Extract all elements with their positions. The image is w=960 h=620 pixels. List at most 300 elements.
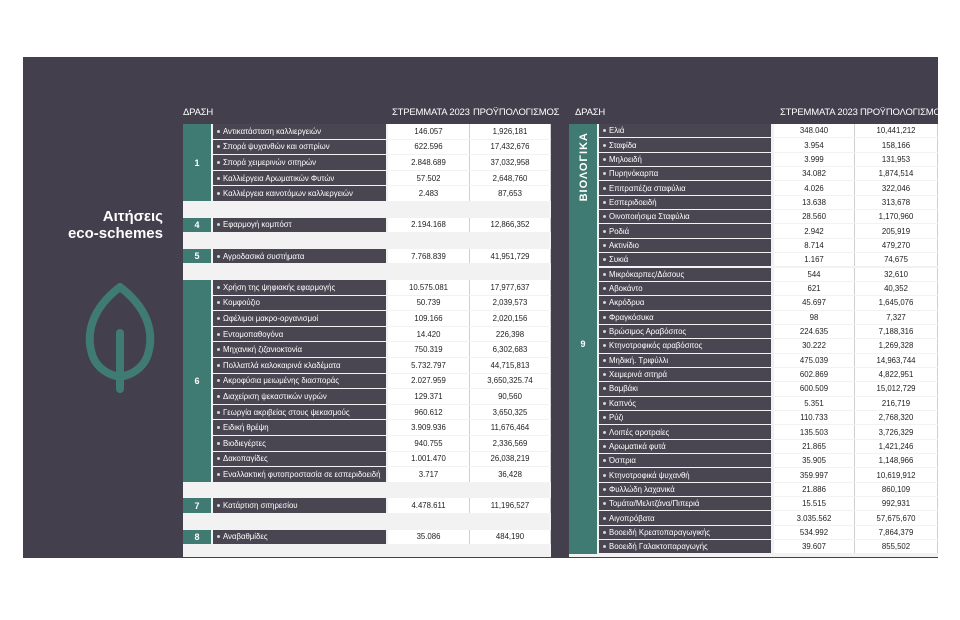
row-label xyxy=(213,467,386,482)
bullet-icon xyxy=(603,474,606,477)
acres-value: 35.086 xyxy=(388,530,470,545)
acres-value: 960.612 xyxy=(388,405,470,420)
acres-value: 348.040 xyxy=(774,124,855,137)
table-row xyxy=(183,155,551,171)
row-label-text: Ροδιά xyxy=(609,226,630,236)
bullet-icon xyxy=(217,504,220,507)
table-row xyxy=(569,253,938,267)
row-label-text: Επιτραπέζια σταφύλια xyxy=(609,183,686,193)
table-row xyxy=(569,468,938,482)
budget-value: 1,148,966 xyxy=(855,454,938,467)
budget-value: 992,931 xyxy=(855,497,938,510)
bullet-icon xyxy=(217,411,220,414)
table-row xyxy=(569,268,938,282)
budget-value: 3,650,325 xyxy=(470,405,551,420)
bullet-icon xyxy=(217,442,220,445)
bullet-icon xyxy=(603,301,606,304)
row-label-text: Ειδική θρέψη xyxy=(223,423,269,433)
row-label-text: Τομάτα/Μελιτζάνα/Πιπεριά xyxy=(609,499,700,509)
acres-value: 602.869 xyxy=(774,368,855,381)
bullet-icon xyxy=(217,348,220,351)
row-label xyxy=(213,498,386,513)
budget-value: 2,336,569 xyxy=(470,436,551,451)
acres-value: 2.848.689 xyxy=(388,155,470,170)
budget-value: 10,441,212 xyxy=(855,124,938,137)
row-label-text: Φραγκόσυκα xyxy=(609,312,654,322)
row-label xyxy=(599,483,771,496)
table-row xyxy=(183,374,551,390)
row-label xyxy=(213,155,386,170)
row-label xyxy=(599,440,771,453)
budget-value: 2,039,573 xyxy=(470,296,551,311)
table-row xyxy=(183,124,551,140)
row-label-text: Οινοποιήσιμα Σταφύλια xyxy=(609,212,690,222)
acres-value: 359.997 xyxy=(774,468,855,481)
acres-value: 34.082 xyxy=(774,167,855,180)
bullet-icon xyxy=(603,129,606,132)
acres-value: 109.166 xyxy=(388,311,470,326)
row-label-text: Ρύζι xyxy=(609,413,624,423)
table-row xyxy=(569,497,938,511)
acres-value: 3.954 xyxy=(774,138,855,151)
row-label-text: Καπνός xyxy=(609,398,636,408)
table-row xyxy=(183,405,551,421)
table-row xyxy=(569,382,938,396)
acres-value: 4.026 xyxy=(774,181,855,194)
bullet-icon xyxy=(603,230,606,233)
row-label xyxy=(599,311,771,324)
table-row xyxy=(183,171,551,187)
acres-value: 35.905 xyxy=(774,454,855,467)
row-label xyxy=(213,249,386,264)
row-label-text: Ελιά xyxy=(609,126,625,136)
row-label-text: Βοοειδή Γαλακτοπαραγωγής xyxy=(609,542,708,552)
leaf-icon xyxy=(83,283,158,393)
table-row xyxy=(183,530,551,546)
budget-value: 1,170,960 xyxy=(855,210,938,223)
row-label-text: Κομφούζιο xyxy=(223,298,260,308)
row-label-text: Αρωματικά φυτά xyxy=(609,441,666,451)
row-label xyxy=(599,181,771,194)
row-label xyxy=(599,296,771,309)
bullet-icon xyxy=(217,535,220,538)
row-label xyxy=(599,497,771,510)
budget-value: 17,432,676 xyxy=(470,140,551,155)
bullet-icon xyxy=(217,130,220,133)
left-table xyxy=(183,124,551,557)
row-label xyxy=(213,280,386,295)
action-number-badge: 1 xyxy=(183,124,211,201)
row-label xyxy=(599,354,771,367)
acres-value: 2.942 xyxy=(774,224,855,237)
acres-value: 3.717 xyxy=(388,467,470,482)
table-row xyxy=(569,210,938,224)
table-row xyxy=(183,498,551,514)
row-label xyxy=(599,153,771,166)
budget-value: 1,269,328 xyxy=(855,339,938,352)
table-row xyxy=(569,526,938,540)
bullet-icon xyxy=(217,161,220,164)
budget-value: 41,951,729 xyxy=(470,249,551,264)
budget-value: 1,645,076 xyxy=(855,296,938,309)
table-row xyxy=(569,454,938,468)
bullet-icon xyxy=(217,286,220,289)
table-row xyxy=(569,368,938,382)
acres-value: 129.371 xyxy=(388,389,470,404)
bullet-icon xyxy=(603,416,606,419)
table-row xyxy=(569,483,938,497)
bullet-icon xyxy=(603,244,606,247)
table-row xyxy=(569,167,938,181)
budget-value: 90,560 xyxy=(470,389,551,404)
right-header-action: ΔΡΑΣΗ xyxy=(575,107,606,118)
table-row xyxy=(569,440,938,454)
row-label-text: Βιοδιεγέρτες xyxy=(223,438,266,448)
row-label-text: Μηδική. Τριφύλλι xyxy=(609,355,669,365)
budget-value: 26,038,219 xyxy=(470,452,551,467)
acres-value: 39.607 xyxy=(774,540,855,553)
acres-value: 98 xyxy=(774,311,855,324)
row-label xyxy=(599,526,771,539)
bullet-icon xyxy=(603,517,606,520)
row-label-text: Μηχανική ζιζανιοκτονία xyxy=(223,345,303,355)
budget-value: 3,726,329 xyxy=(855,425,938,438)
acres-value: 57.502 xyxy=(388,171,470,186)
bullet-icon xyxy=(603,287,606,290)
table-row xyxy=(183,452,551,468)
action-number-badge: 9 xyxy=(569,124,597,554)
bullet-icon xyxy=(603,258,606,261)
row-label xyxy=(599,411,771,424)
table-row xyxy=(183,342,551,358)
table-row xyxy=(569,411,938,425)
row-label-text: Αγροδασικά συστήματα xyxy=(223,251,305,261)
row-label-text: Χειμερινά σιτηρά xyxy=(609,370,668,380)
row-label xyxy=(599,425,771,438)
budget-value: 37,032,958 xyxy=(470,155,551,170)
row-label xyxy=(599,224,771,237)
row-label xyxy=(599,540,771,553)
table-row xyxy=(183,327,551,343)
budget-value: 313,678 xyxy=(855,196,938,209)
row-label xyxy=(599,196,771,209)
budget-value: 12,866,352 xyxy=(470,218,551,233)
budget-value: 7,188,316 xyxy=(855,325,938,338)
budget-value: 216,719 xyxy=(855,397,938,410)
bullet-icon xyxy=(217,145,220,148)
row-label xyxy=(213,405,386,420)
budget-value: 17,977,637 xyxy=(470,280,551,295)
table-row xyxy=(569,224,938,238)
table-row xyxy=(569,354,938,368)
bullet-icon xyxy=(603,431,606,434)
table-row xyxy=(569,397,938,411)
table-row xyxy=(569,339,938,353)
budget-value: 87,653 xyxy=(470,186,551,201)
acres-value: 21.865 xyxy=(774,440,855,453)
action-number-badge: 6 xyxy=(183,280,211,482)
budget-value: 11,196,527 xyxy=(470,498,551,513)
table-row xyxy=(569,540,938,554)
budget-value: 11,676,464 xyxy=(470,420,551,435)
row-label-text: Πολλαπλά καλοκαιρινά κλαδέματα xyxy=(223,360,341,370)
budget-value: 2,020,156 xyxy=(470,311,551,326)
row-label xyxy=(213,171,386,186)
table-row xyxy=(569,124,938,138)
bullet-icon xyxy=(603,316,606,319)
acres-value: 3.035.562 xyxy=(774,511,855,524)
bullet-icon xyxy=(603,402,606,405)
row-label xyxy=(213,218,386,233)
table-row xyxy=(569,138,938,152)
table-row xyxy=(569,239,938,253)
acres-value: 622.596 xyxy=(388,140,470,155)
action-number-badge: 8 xyxy=(183,530,211,545)
right-header-budget: ΠΡΟΫΠΟΛΟΓΙΣΜΟΣ xyxy=(860,107,947,118)
acres-value: 14.420 xyxy=(388,327,470,342)
row-label-text: Ακροφύσια μειωμένης διασποράς xyxy=(223,376,340,386)
table-row xyxy=(569,311,938,325)
budget-value: 32,610 xyxy=(855,268,938,281)
budget-value: 131,953 xyxy=(855,153,938,166)
table-row xyxy=(569,425,938,439)
action-number-badge: 7 xyxy=(183,498,211,513)
bullet-icon xyxy=(217,333,220,336)
acres-value: 2.027.959 xyxy=(388,374,470,389)
row-label-text: Ακρόδρυα xyxy=(609,298,645,308)
page-title xyxy=(23,208,163,242)
row-label xyxy=(213,530,386,545)
acres-value: 30.222 xyxy=(774,339,855,352)
table-row xyxy=(183,140,551,156)
left-header-action: ΔΡΑΣΗ xyxy=(183,107,214,118)
table-row xyxy=(569,511,938,525)
bullet-icon xyxy=(217,255,220,258)
budget-value: 7,864,379 xyxy=(855,526,938,539)
row-label xyxy=(599,282,771,295)
acres-value: 7.768.839 xyxy=(388,249,470,264)
row-label-text: Διαχείριση ψεκαστικών υγρών xyxy=(223,391,327,401)
acres-value: 1.001.470 xyxy=(388,452,470,467)
budget-value: 1,421,246 xyxy=(855,440,938,453)
row-label xyxy=(213,311,386,326)
budget-value: 10,619,912 xyxy=(855,468,938,481)
row-label-text: Αιγοπρόβατα xyxy=(609,513,655,523)
row-label xyxy=(213,389,386,404)
row-label-text: Αβοκάντο xyxy=(609,284,643,294)
bullet-icon xyxy=(603,172,606,175)
budget-value: 226,398 xyxy=(470,327,551,342)
budget-value: 479,270 xyxy=(855,239,938,252)
row-label-text: Ωφέλιμοι μακρο-οργανισμοί xyxy=(223,313,319,323)
row-label-text: Εναλλακτική φυτοπροστασία σε εσπεριδοειδή xyxy=(223,469,381,479)
row-label-text: Εντομοπαθογόνα xyxy=(223,329,284,339)
organic-vertical-label xyxy=(569,127,599,207)
acres-value: 5.732.797 xyxy=(388,358,470,373)
action-number-badge: 5 xyxy=(183,249,211,264)
bullet-icon xyxy=(217,457,220,460)
row-label-text: Σπορά χειμερινών σιτηρών xyxy=(223,157,317,167)
table-row xyxy=(183,358,551,374)
table-row xyxy=(569,181,938,195)
budget-value: 6,302,683 xyxy=(470,342,551,357)
row-label xyxy=(213,342,386,357)
left-header-budget: ΠΡΟΫΠΟΛΟΓΙΣΜΟΣ xyxy=(473,107,560,118)
row-label-text: Καλλιέργεια καινοτόμων καλλιεργειών xyxy=(223,189,353,199)
acres-value: 5.351 xyxy=(774,397,855,410)
row-label-text: Κατάρτιση σιτηρεσίου xyxy=(223,501,298,511)
row-label xyxy=(599,382,771,395)
acres-value: 2.194.168 xyxy=(388,218,470,233)
right-header-acres: ΣΤΡΕΜΜΑΤΑ 2023 xyxy=(780,107,858,118)
bullet-icon xyxy=(603,215,606,218)
acres-value: 750.319 xyxy=(388,342,470,357)
bullet-icon xyxy=(603,144,606,147)
acres-value: 224.635 xyxy=(774,325,855,338)
table-row xyxy=(569,196,938,210)
bullet-icon xyxy=(217,395,220,398)
bullet-icon xyxy=(603,445,606,448)
title-line-1: Αιτήσεις xyxy=(102,208,163,225)
bullet-icon xyxy=(217,177,220,180)
row-label-text: Μηλοειδή xyxy=(609,154,642,164)
budget-value: 14,963,744 xyxy=(855,354,938,367)
bullet-icon xyxy=(603,344,606,347)
row-label-text: Αναβαθμίδες xyxy=(223,532,268,542)
left-header-acres: ΣΤΡΕΜΜΑΤΑ 2023 xyxy=(392,107,470,118)
table-row xyxy=(183,218,551,234)
acres-value: 534.992 xyxy=(774,526,855,539)
bullet-icon xyxy=(217,364,220,367)
table-row xyxy=(569,325,938,339)
bullet-icon xyxy=(217,379,220,382)
row-label-text: Όσπρια xyxy=(609,456,636,466)
row-label-text: Μικρόκαρπες/Δάσους xyxy=(609,269,685,279)
budget-value: 205,919 xyxy=(855,224,938,237)
acres-value: 600.509 xyxy=(774,382,855,395)
bullet-icon xyxy=(603,273,606,276)
row-label xyxy=(599,511,771,524)
row-label xyxy=(213,124,386,139)
table-row xyxy=(183,311,551,327)
budget-value: 322,046 xyxy=(855,181,938,194)
acres-value: 146.057 xyxy=(388,124,470,139)
bullet-icon xyxy=(217,192,220,195)
budget-value: 74,675 xyxy=(855,253,938,266)
bullet-icon xyxy=(217,301,220,304)
table-row xyxy=(569,296,938,310)
row-label-text: Σπορά ψυχανθών και οσπρίων xyxy=(223,142,330,152)
action-number-badge: 4 xyxy=(183,218,211,233)
row-label-text: Καλλιέργεια Αρωματικών Φυτών xyxy=(223,173,335,183)
row-label xyxy=(599,167,771,180)
budget-value: 4,822,951 xyxy=(855,368,938,381)
bullet-icon xyxy=(603,459,606,462)
row-label xyxy=(599,268,771,281)
acres-value: 110.733 xyxy=(774,411,855,424)
row-label xyxy=(599,138,771,151)
budget-value: 2,648,760 xyxy=(470,171,551,186)
row-label xyxy=(213,452,386,467)
row-label-text: Πυρηνόκαρπα xyxy=(609,169,659,179)
row-label-text: Ακτινίδιο xyxy=(609,240,639,250)
table-row xyxy=(183,186,551,202)
acres-value: 475.039 xyxy=(774,354,855,367)
acres-value: 135.503 xyxy=(774,425,855,438)
budget-value: 3,650,325.74 xyxy=(470,374,551,389)
table-row xyxy=(183,389,551,405)
row-label-text: Συκιά xyxy=(609,255,629,265)
bullet-icon xyxy=(217,426,220,429)
row-label-text: Σταφίδα xyxy=(609,140,637,150)
title-line-2: eco-schemes xyxy=(67,225,163,242)
row-label xyxy=(599,454,771,467)
acres-value: 621 xyxy=(774,282,855,295)
table-row xyxy=(183,420,551,436)
table-row xyxy=(183,280,551,296)
organic-label-text: ΒΙΟΛΟΓΙΚΑ xyxy=(578,132,590,202)
acres-value: 1.167 xyxy=(774,253,855,266)
budget-value: 855,502 xyxy=(855,540,938,553)
acres-value: 8.714 xyxy=(774,239,855,252)
row-label xyxy=(599,368,771,381)
bullet-icon xyxy=(217,223,220,226)
acres-value: 940.755 xyxy=(388,436,470,451)
budget-value: 36,428 xyxy=(470,467,551,482)
budget-value: 15,012,729 xyxy=(855,382,938,395)
row-label xyxy=(213,186,386,201)
row-label xyxy=(213,327,386,342)
bullet-icon xyxy=(603,373,606,376)
row-label xyxy=(213,296,386,311)
row-label xyxy=(213,140,386,155)
table-row xyxy=(183,467,551,483)
budget-value: 860,109 xyxy=(855,483,938,496)
acres-value: 3.999 xyxy=(774,153,855,166)
table-row xyxy=(183,249,551,265)
bullet-icon xyxy=(603,201,606,204)
budget-value: 158,166 xyxy=(855,138,938,151)
acres-value: 28.560 xyxy=(774,210,855,223)
row-label xyxy=(599,468,771,481)
row-label-text: Βαμβάκι xyxy=(609,384,638,394)
row-label-text: Φυλλώδη λαχανικά xyxy=(609,484,675,494)
row-label-text: Λοιπές αροτραίες xyxy=(609,427,670,437)
row-label xyxy=(599,239,771,252)
acres-value: 10.575.081 xyxy=(388,280,470,295)
budget-value: 2,768,320 xyxy=(855,411,938,424)
table-row xyxy=(569,153,938,167)
acres-value: 50.739 xyxy=(388,296,470,311)
row-label-text: Γεωργία ακριβείας στους ψεκασμούς xyxy=(223,407,350,417)
bullet-icon xyxy=(603,387,606,390)
bullet-icon xyxy=(603,158,606,161)
bullet-icon xyxy=(217,473,220,476)
acres-value: 4.478.611 xyxy=(388,498,470,513)
row-label xyxy=(213,420,386,435)
row-label xyxy=(599,397,771,410)
right-table xyxy=(569,124,938,557)
row-label-text: Βρώσιμος Αραβόσιτος xyxy=(609,327,687,337)
bullet-icon xyxy=(603,330,606,333)
row-label-text: Βοοειδή Κρεατοπαραγωγικής xyxy=(609,527,711,537)
bullet-icon xyxy=(603,502,606,505)
row-label xyxy=(599,339,771,352)
bullet-icon xyxy=(603,488,606,491)
row-label xyxy=(213,358,386,373)
row-label xyxy=(599,124,771,137)
budget-value: 40,352 xyxy=(855,282,938,295)
